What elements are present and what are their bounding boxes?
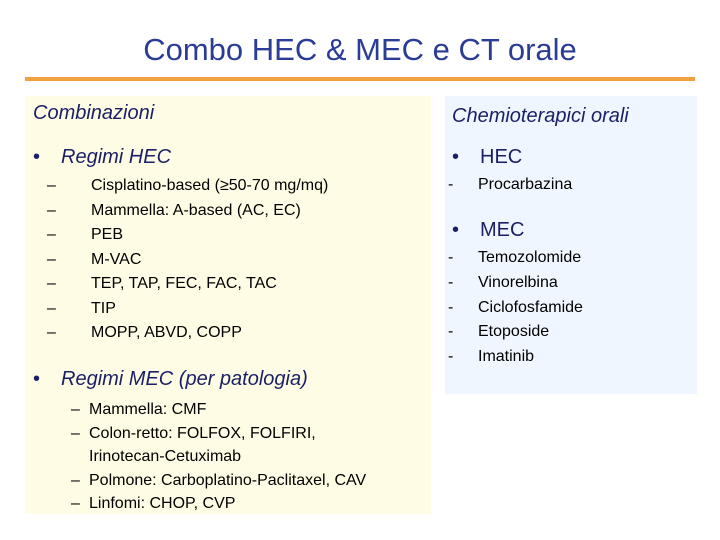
title-divider	[25, 77, 695, 81]
dash-icon: –	[47, 299, 56, 317]
dash-icon: –	[47, 177, 56, 194]
list-item: Irinotecan-Cetuximab	[89, 448, 242, 466]
list-item: – M-VAC	[47, 248, 328, 273]
oral-hec-title: HEC	[480, 146, 523, 168]
list-item: - Vinorelbina	[444, 271, 583, 296]
hyphen-icon: -	[448, 249, 454, 266]
dash-icon: –	[47, 226, 56, 243]
mec-regimens-heading	[33, 367, 308, 391]
dash-icon: –	[47, 250, 56, 268]
oral-mec-list	[444, 246, 583, 370]
oral-mec-title: MEC	[480, 219, 525, 241]
list-item: – PEB	[47, 223, 328, 248]
list-item: – Cisplatino-based (≥50-70 mg/mq)	[47, 174, 328, 199]
list-item: – Mammella: CMF	[67, 398, 366, 422]
dash-icon: –	[71, 495, 80, 513]
hec-regimens-heading	[33, 145, 171, 169]
oral-hec-list	[444, 173, 572, 198]
list-item: - Temozolomide	[444, 246, 583, 271]
list-item: – Polmone: Carboplatino-Paclitaxel, CAV	[67, 469, 366, 493]
dash-icon: –	[71, 401, 80, 418]
list-item: – Mammella: A-based (AC, EC)	[47, 199, 328, 224]
bullet-icon: •	[33, 368, 41, 390]
list-item: – TEP, TAP, FEC, FAC, TAC	[47, 272, 328, 297]
dash-icon: –	[47, 275, 56, 292]
mec-regimens-title: Regimi MEC (per patologia)	[61, 368, 308, 390]
bullet-icon: •	[33, 146, 41, 168]
mec-regimens-list	[67, 398, 366, 516]
oral-hec-heading	[452, 145, 522, 169]
list-item: - Procarbazina	[444, 173, 572, 198]
hec-regimens-list	[47, 174, 328, 346]
oral-chemo-heading: Chemioterapici orali	[452, 105, 629, 127]
hyphen-icon: -	[448, 273, 454, 291]
slide-title: Combo HEC & MEC e CT orale	[143, 32, 577, 67]
oral-mec-heading	[452, 218, 524, 242]
combinations-heading: Combinazioni	[33, 102, 155, 124]
dash-icon: –	[47, 201, 56, 219]
list-item: – MOPP, ABVD, COPP	[47, 321, 328, 346]
bullet-icon: •	[452, 219, 460, 241]
list-item: - Ciclofosfamide	[444, 296, 583, 321]
list-item: – Linfomi: CHOP, CVP	[67, 492, 366, 516]
list-item: - Etoposide	[444, 320, 583, 345]
dash-icon: –	[47, 324, 56, 341]
list-item: - Imatinib	[444, 345, 583, 370]
hyphen-icon: -	[448, 323, 454, 341]
dash-icon: –	[71, 471, 80, 489]
list-item: – Colon-retto: FOLFOX, FOLFIRI,	[67, 422, 366, 446]
hyphen-icon: -	[448, 298, 454, 316]
hec-regimens-title: Regimi HEC	[61, 146, 172, 168]
dash-icon: –	[71, 424, 80, 442]
bullet-icon: •	[452, 146, 460, 168]
list-item: – TIP	[47, 297, 328, 322]
hyphen-icon: -	[448, 176, 454, 193]
hyphen-icon: -	[448, 348, 454, 366]
